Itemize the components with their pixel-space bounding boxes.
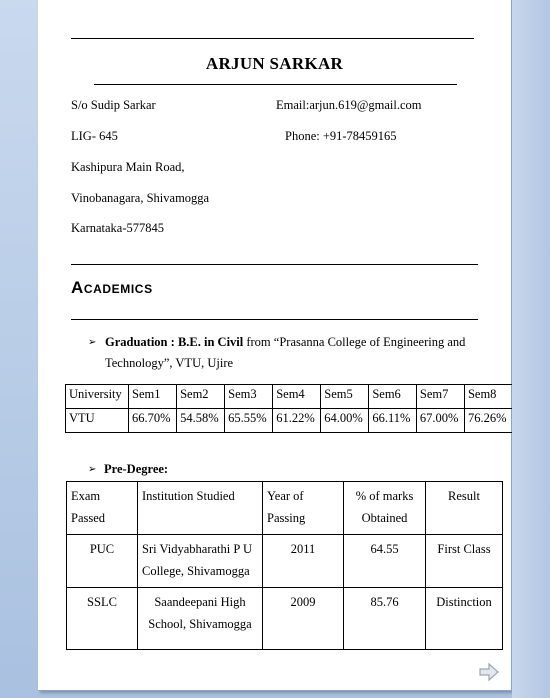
semester-value-row: [66, 409, 513, 433]
header-institution-line1: Institution Studied: [142, 489, 235, 503]
row-puc-institution-line1: Sri Vidyabharathi P U: [142, 542, 253, 556]
header-exam-line2: Passed: [71, 511, 106, 525]
header-sem4: Sem4: [273, 385, 321, 409]
side-panel: [512, 0, 550, 698]
header-sem5: Sem5: [321, 385, 369, 409]
address-line-1: LIG- 645: [71, 129, 118, 143]
cell-sem3: 65.55%: [225, 409, 273, 433]
graduation-line-2: Technology”, VTU, Ujire: [105, 356, 234, 370]
address-line-4: Karnataka-577845: [71, 221, 165, 235]
row-puc-institution: [138, 535, 263, 588]
semester-header-row: [66, 385, 513, 409]
header-sem7: Sem7: [416, 385, 464, 409]
row-sslc-exam: SSLC: [67, 588, 138, 650]
header-marks-line2: Obtained: [361, 511, 408, 525]
table-row: [67, 535, 503, 588]
cell-sem8: 76.26%: [464, 409, 512, 433]
address-line-2: Kashipura Main Road,: [71, 160, 185, 174]
row-puc-exam: PUC: [67, 535, 138, 588]
section-rule-bottom: [71, 319, 478, 320]
cell-sem6: 66.11%: [369, 409, 417, 433]
row-puc-institution-line2: College, Shivamogga: [142, 564, 250, 578]
header-sem1: Sem1: [129, 385, 177, 409]
graduation-text-1: from “Prasanna College of Engineering and: [246, 335, 466, 349]
row-puc-year: 2011: [263, 535, 344, 588]
header-university: University: [66, 385, 129, 409]
header-sem6: Sem6: [369, 385, 417, 409]
header-marks: [344, 482, 426, 535]
row-sslc-institution-line1: Saandeepani High: [154, 595, 246, 609]
row-sslc-result: Distinction: [426, 588, 503, 650]
cell-sem7: 67.00%: [416, 409, 464, 433]
header-result-line1: Result: [448, 489, 480, 503]
graduation-line-1: [105, 336, 465, 349]
header-exam-line1: Exam: [71, 489, 101, 503]
pre-degree-label: Pre-Degree:: [104, 462, 169, 476]
email: Email:arjun.619@gmail.com: [276, 98, 422, 112]
candidate-name: ARJUN SARKAR: [205, 54, 344, 73]
arrow-bullet-icon: ➢: [88, 464, 97, 475]
arrow-bullet-icon: ➢: [88, 337, 97, 348]
phone: Phone: +91-78459165: [285, 129, 397, 143]
cell-sem1: 66.70%: [129, 409, 177, 433]
table-row: [67, 588, 503, 650]
cell-sem2: 54.58%: [177, 409, 225, 433]
row-puc-marks: 64.55: [344, 535, 426, 588]
parent-name: S/o Sudip Sarkar: [71, 98, 156, 112]
graduation-degree: B.E. in Civil: [177, 335, 244, 349]
section-title-academics: Academics: [71, 278, 153, 297]
header-sem2: Sem2: [177, 385, 225, 409]
pre-header-row: [67, 482, 503, 535]
address-line-3: Vinobanagara, Shivamogga: [71, 191, 210, 205]
header-marks-line1: % of marks: [355, 489, 414, 503]
row-sslc-institution-line2: School, Shivamogga: [148, 617, 252, 631]
cell-university: VTU: [66, 409, 129, 433]
header-year: [263, 482, 344, 535]
semester-table: [65, 384, 512, 433]
name-underline: [94, 84, 457, 85]
graduation-label: Graduation :: [105, 335, 175, 349]
row-sslc-institution: [138, 588, 263, 650]
section-rule-top: [71, 264, 478, 265]
top-rule: [71, 38, 474, 39]
row-sslc-year: 2009: [263, 588, 344, 650]
header-sem3: Sem3: [225, 385, 273, 409]
cell-sem5: 64.00%: [321, 409, 369, 433]
header-institution: [138, 482, 263, 535]
next-page-arrow-icon[interactable]: [478, 662, 500, 682]
document-page: [38, 0, 512, 691]
header-exam: [67, 482, 138, 535]
header-result: [426, 482, 503, 535]
row-sslc-marks: 85.76: [344, 588, 426, 650]
cell-sem4: 61.22%: [273, 409, 321, 433]
header-year-line1: Year of: [267, 489, 304, 503]
row-puc-result: First Class: [426, 535, 503, 588]
pre-degree-table: [66, 481, 503, 650]
header-year-line2: Passing: [267, 511, 306, 525]
header-sem8: Sem8: [464, 385, 512, 409]
